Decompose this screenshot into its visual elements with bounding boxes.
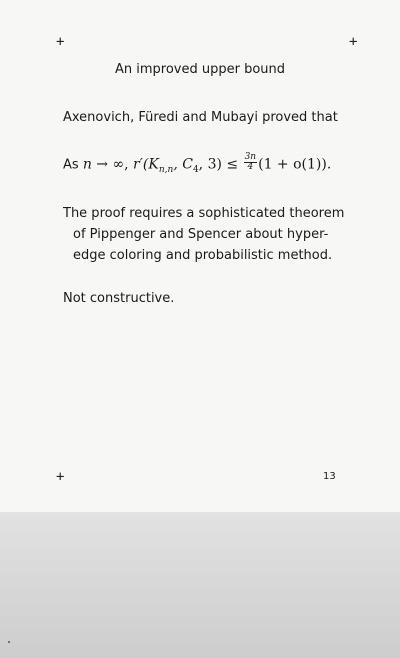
scan-speck	[8, 641, 10, 643]
theorem-tail: (1 + o(1)).	[258, 156, 332, 173]
next-page-edge	[0, 512, 400, 658]
theorem-subscript-2: 4	[192, 165, 199, 176]
theorem-rhs-open: , 3) ≤	[198, 156, 243, 173]
proof-line: The proof requires a sophisticated theorem	[63, 206, 345, 221]
intro-sentence: Axenovich, Füredi and Mubayi proved that	[63, 110, 338, 125]
fraction-numerator: 3n	[244, 152, 257, 162]
theorem-statement	[63, 152, 332, 176]
registration-mark-bottom-left: +	[56, 469, 65, 485]
theorem-limit: → ∞,	[91, 156, 134, 173]
theorem-fraction	[244, 153, 258, 173]
proof-line: edge coloring and probabilistic method.	[73, 248, 333, 263]
slide-title: An improved upper bound	[114, 62, 286, 77]
registration-mark-top-left: +	[56, 34, 65, 50]
theorem-lhs: r′(K	[133, 156, 159, 173]
theorem-subscript: n,n	[158, 165, 174, 176]
proof-line: of Pippenger and Spencer about hyper-	[73, 227, 329, 242]
theorem-mid: , C	[173, 156, 193, 173]
conclusion-text: Not constructive.	[63, 291, 175, 306]
theorem-prefix: As	[63, 157, 83, 173]
proof-paragraph	[63, 203, 363, 266]
theorem-variable: n	[82, 156, 92, 173]
fraction-denominator: 4	[247, 162, 254, 173]
page-number: 13	[323, 471, 336, 482]
registration-mark-top-right: +	[349, 34, 358, 50]
